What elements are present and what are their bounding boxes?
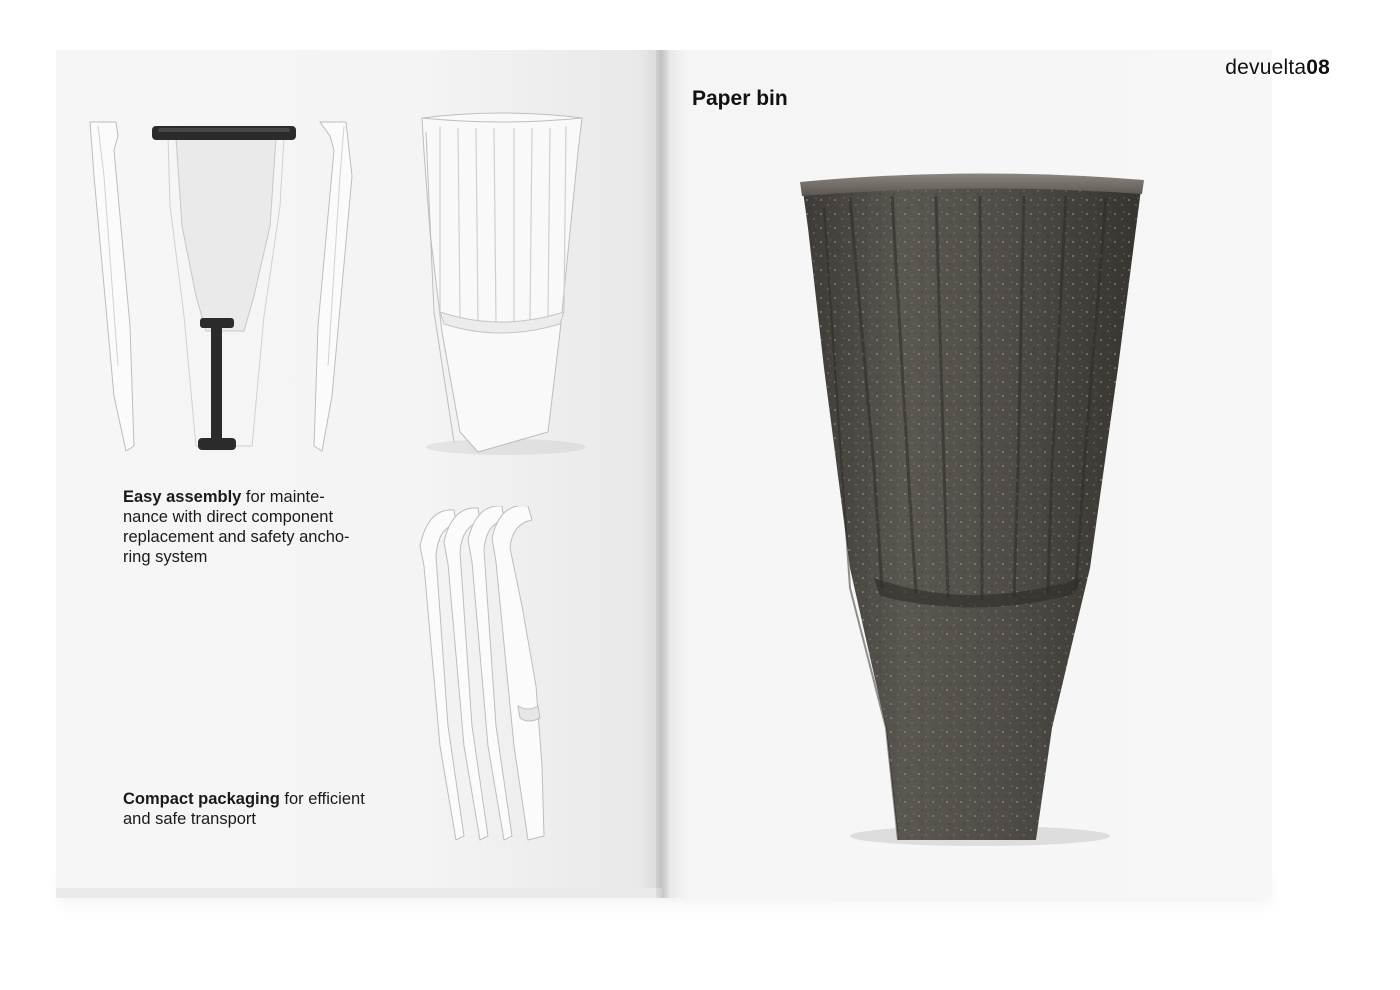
- book-gutter: [656, 50, 670, 898]
- page-number: 08: [1306, 56, 1330, 79]
- caption-bold: Easy assembly: [123, 488, 242, 506]
- caption-text: for efficient and safe transport: [123, 790, 365, 828]
- caption-text: for mainte- nance with direct component replacement and safety ancho- ring system: [123, 488, 350, 566]
- brand-name: devuelta: [1225, 56, 1307, 79]
- caption-bold: Compact packaging: [123, 790, 280, 808]
- brand-header: [1225, 56, 1330, 80]
- paper-bin-render-icon: [790, 168, 1160, 848]
- easy-assembly-caption: [123, 487, 373, 567]
- page-title: Paper bin: [692, 87, 788, 110]
- assembled-bin-drawing-icon: [410, 112, 595, 457]
- compact-packaging-caption: [123, 789, 393, 829]
- stacked-panels-drawing-icon: [412, 506, 582, 846]
- exploded-bin-drawing-icon: [84, 116, 364, 461]
